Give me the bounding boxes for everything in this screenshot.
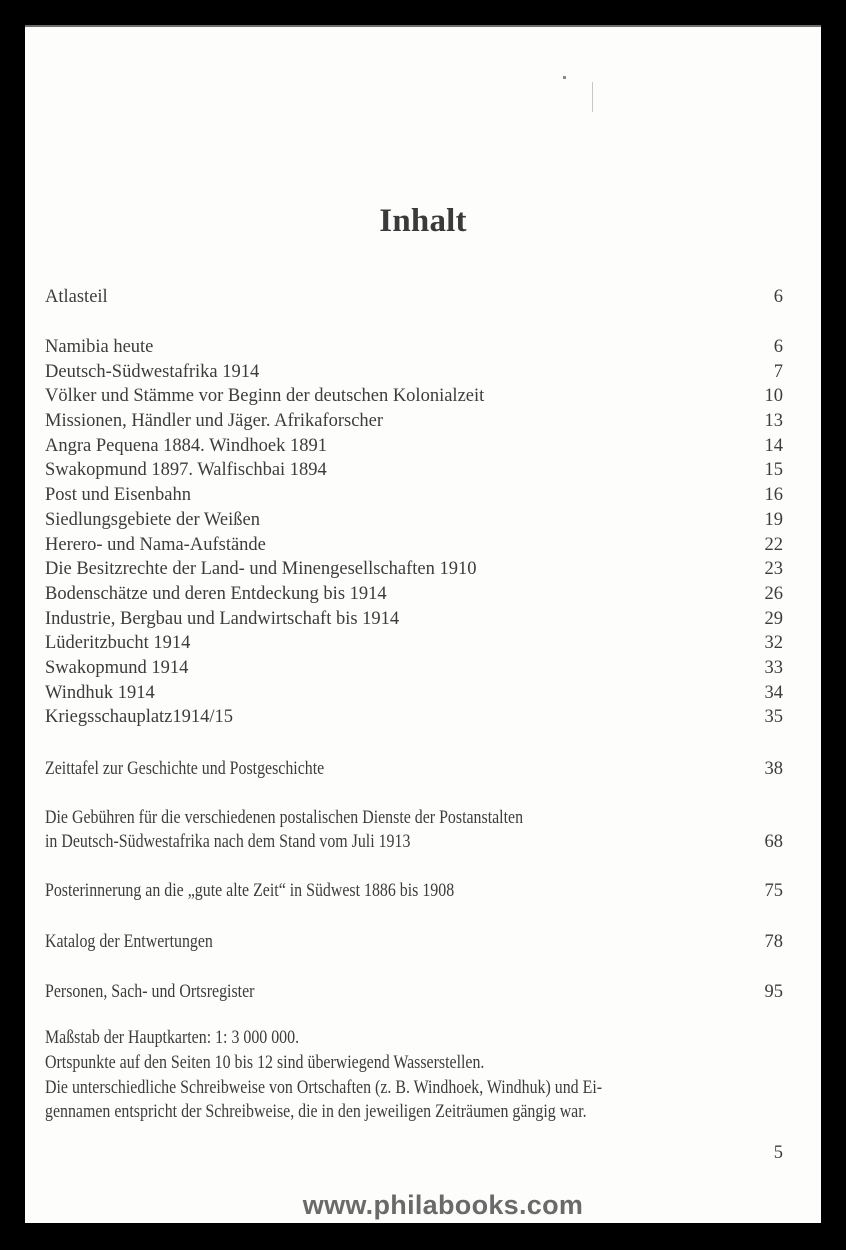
- toc-entry-page: 38: [764, 759, 783, 779]
- toc-entry-label: [45, 757, 370, 782]
- toc-entry-label: Angra Pequena 1884. Windhoek 1891: [45, 436, 328, 456]
- toc-entry-page: 15: [764, 460, 783, 480]
- toc-entry-label: Bodenschätze und deren Entdeckung bis 1914: [45, 584, 387, 604]
- toc-entry-label: Lüderitzbucht 1914: [45, 633, 191, 653]
- note-line-text: Ortspunkte auf den Seiten 10 bis 12 sind überwiegend Wasserstellen.: [45, 1052, 485, 1073]
- toc-entry-label: Industrie, Bergbau und Landwirtschaft bis 1914: [45, 609, 400, 629]
- toc-entry-page: 14: [764, 436, 783, 456]
- toc-entry-page: 78: [764, 932, 783, 952]
- toc-entry-page: 26: [764, 584, 783, 604]
- toc-entry-label: [45, 879, 521, 904]
- watermark-url: www.philabooks.com: [302, 1190, 584, 1220]
- toc-entry-label: Swakopmund 1914: [45, 658, 189, 678]
- toc-entry-page: 19: [764, 510, 783, 530]
- toc-entry-page: 33: [764, 658, 783, 678]
- note-line: [45, 1026, 805, 1051]
- toc-entry-page: 75: [764, 881, 783, 901]
- toc-entry-label: Herero- und Nama-Aufstände: [45, 535, 266, 555]
- toc-entry-page: 6: [773, 287, 783, 307]
- toc-entry-label-text: Katalog der Entwertungen: [45, 932, 213, 952]
- toc-entry-page: 23: [764, 559, 783, 579]
- note-line-text: Maßstab der Hauptkarten: 1: 3 000 000.: [45, 1028, 300, 1048]
- notes-block: [45, 1026, 805, 1125]
- toc-entry-label-text: Posterinnerung an die „gute alte Zeit“ in Südwest 1886 bis 1908: [45, 881, 455, 901]
- page-title: Inhalt: [379, 203, 467, 239]
- toc-entry-label: Die Besitzrechte der Land- und Minengesellschaften 1910: [45, 559, 477, 579]
- note-line-text: gennamen entspricht der Schreibweise, die in den jeweiligen Zeiträumen gängig war.: [45, 1102, 587, 1123]
- toc-entry-label-text: Zeittafel zur Geschichte und Postgeschichte: [45, 759, 325, 779]
- paper-speck: [563, 76, 566, 79]
- note-line: [45, 1076, 805, 1101]
- toc-entry-label: Swakopmund 1897. Walfischbai 1894: [45, 460, 327, 480]
- toc-entry-label: [45, 980, 289, 1005]
- book-page: [25, 25, 821, 1223]
- toc-entry-label-text: in Deutsch-Südwestafrika nach dem Stand vom Juli 1913: [45, 832, 411, 852]
- toc-entry-page: 13: [764, 411, 783, 431]
- toc-entry-label-text: Die Gebühren für die verschiedenen postalischen Dienste der Postanstalten: [45, 808, 524, 828]
- toc-entry-page: 95: [764, 982, 783, 1002]
- toc-entry-page: 16: [764, 485, 783, 505]
- toc-entry-page: 6: [773, 337, 783, 357]
- paper-speck: [592, 82, 593, 112]
- toc-entry-label: Siedlungsgebiete der Weißen: [45, 510, 260, 530]
- toc-entry-page: 7: [773, 362, 783, 382]
- toc-entry-label: Deutsch-Südwestafrika 1914: [45, 362, 260, 382]
- toc-entry-page: 35: [764, 707, 783, 727]
- toc-entry-label: [45, 806, 601, 831]
- note-line-text: Die unterschiedliche Schreibweise von Ortschaften (z. B. Windhoek, Windhuk) und Ei-: [45, 1077, 603, 1098]
- toc-entry-label: [45, 830, 470, 855]
- toc-entry-label: [45, 930, 240, 955]
- toc-entry-label: Namibia heute: [45, 337, 154, 357]
- note-line: [45, 1051, 805, 1076]
- page-number: 5: [773, 1143, 783, 1163]
- toc-entry-page: 22: [764, 535, 783, 555]
- toc-entry-page: 10: [764, 386, 783, 406]
- toc-entry-label: Atlasteil: [45, 287, 108, 307]
- toc-entry-page: 32: [764, 633, 783, 653]
- toc-entry-page: 68: [764, 832, 783, 852]
- toc-entry-page: 34: [764, 683, 783, 703]
- note-line: [45, 1100, 805, 1125]
- toc-entry-page: 29: [764, 609, 783, 629]
- toc-entry-label-text: Personen, Sach- und Ortsregister: [45, 982, 255, 1002]
- toc-entry-label: Windhuk 1914: [45, 683, 155, 703]
- toc-entry-label: Völker und Stämme vor Beginn der deutschen Kolonialzeit: [45, 386, 485, 406]
- toc-entry-label: Missionen, Händler und Jäger. Afrikaforscher: [45, 411, 384, 431]
- toc-entry-label: Post und Eisenbahn: [45, 485, 191, 505]
- toc-entry-label: Kriegsschauplatz1914/15: [45, 707, 234, 727]
